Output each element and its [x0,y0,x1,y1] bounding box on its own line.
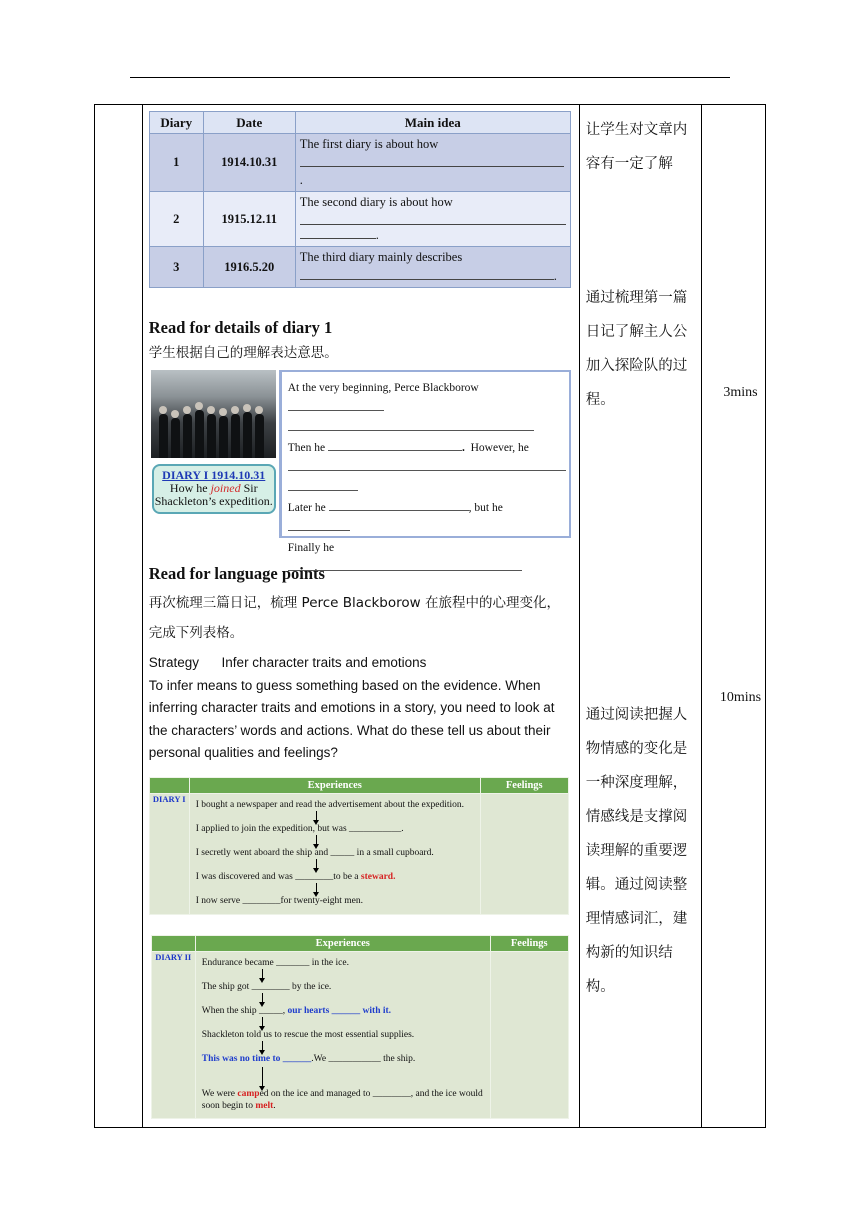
note-1: 让学生对文章内容有一定了解 [585,122,688,172]
main-idea-header: Main idea [295,112,570,134]
section-instruction: 学生根据自己的理解表达意思。 [148,345,338,361]
diary-idea: The second diary is about how . [295,192,570,247]
diary2-feelings-table: Experiences Feelings DIARY II Endurance became _______ in the ice. The ship got ________ by the ice. When the ship _____, our hearts ______ with it. Shackleton told us to rescue the most essential supplies. This was no time to ______.We ___________ the ship. We were camped on the ice and managed to ________, and the ice would soon begin to melt. [151,935,569,1119]
lesson-plan-table [94,104,766,1128]
diary-table [149,111,571,288]
diary-idea: The first diary is about how. [295,134,570,192]
section-title-details: Read for details of diary 1 [148,318,333,337]
diary-date: 1915.12.11 [203,192,295,247]
strategy-text: To infer means to guess something based on the evidence. When inferring character traits and emotions in a story, you need to look at the characters’ words and actions. What do these tell us about their personal qualities and feelings? [148,677,555,760]
time-1: 3mins [723,384,758,400]
time-cell [702,105,766,1128]
header-rule [130,77,730,78]
time-2: 10mins [719,689,762,705]
strategy-heading: Strategy Infer character traits and emotions [148,655,427,670]
diary-label: DIARY I [149,793,189,914]
notes-cell [579,105,702,1128]
diary-idea: The third diary mainly describes. [295,247,570,288]
feelings-cell [480,793,568,914]
diary-label: DIARY II [151,951,195,1118]
diary-num: 3 [149,247,203,288]
diary-date: 1916.5.20 [203,247,295,288]
diary-header: Diary [149,112,203,134]
diary-num: 1 [149,134,203,192]
section-instruction: 再次梳理三篇日记，梳理 Perce Blackborow 在旅程中的心理变化，完成下列表格。 [148,595,560,641]
diary1-fill-box: At the very beginning, Perce Blackborow Then he . However, he Later he , but he Finally he [279,370,571,538]
diary1-label: DIARY I 1914.10.31 How he joined Sir Shackleton’s expedition. [152,464,276,514]
diary-num: 2 [149,192,203,247]
note-2: 通过梳理第一篇日记了解主人公加入探险队的过程。 [585,290,688,408]
blank-column [95,105,143,1128]
note-3: 通过阅读把握人物情感的变化是一种深度理解，情感线是支撑阅读理解的重要逻辑。通过阅读整理情感词汇，建构新的知识结构。 [585,707,688,995]
activity-cell [142,105,579,1128]
diary1-exercise [149,370,573,554]
diary-date: 1914.10.31 [203,134,295,192]
crew-photo [151,370,276,458]
date-header: Date [203,112,295,134]
feelings-cell [490,951,568,1118]
section-title-language: Read for language points [148,564,325,583]
diary1-feelings-table: Experiences Feelings DIARY I I bought a newspaper and read the advertisement about the expedition. I applied to join the expedition, but was ___________. I secretly went aboard the ship and _____ in a small cupboard. I was discovered and was ________to be a steward. I now serve ________for twenty-eight men. [149,777,569,915]
